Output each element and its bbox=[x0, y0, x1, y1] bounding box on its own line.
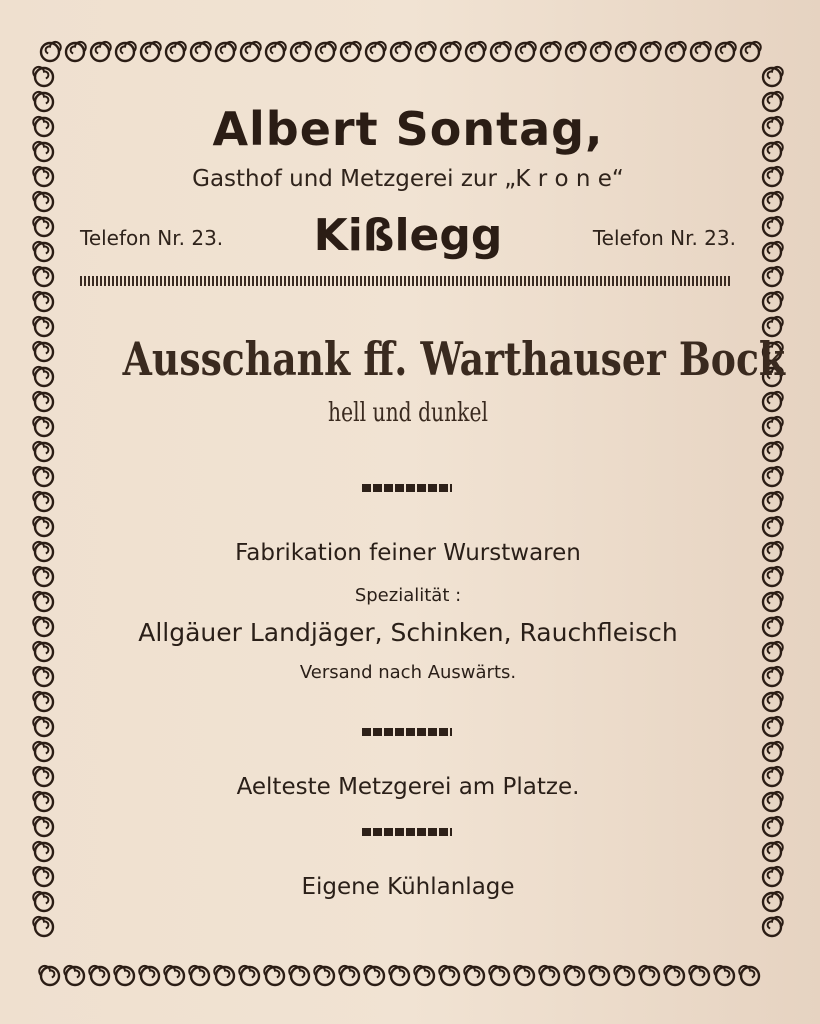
dot-separator bbox=[362, 728, 452, 736]
beer-title: Ausschank ff. Warthauser Bock bbox=[122, 332, 786, 386]
phone-left: Telefon Nr. 23. bbox=[80, 226, 224, 250]
specialty-list: Allgäuer Landjäger, Schinken, Rauchfleisch bbox=[138, 618, 678, 647]
sausage-title: Fabrikation feiner Wurstwaren bbox=[235, 540, 581, 566]
dot-separator bbox=[362, 828, 452, 836]
town-name: Kißlegg bbox=[313, 210, 503, 261]
cooling-claim: Eigene Kühlanlage bbox=[301, 874, 515, 900]
specialty-label: Spezialität : bbox=[354, 585, 462, 606]
oldest-butcher-claim: Aelteste Metzgerei am Platze. bbox=[236, 774, 580, 800]
inn-description: Gasthof und Metzgerei zur „K r o n e“ bbox=[192, 166, 624, 192]
shipping-note: Versand nach Auswärts. bbox=[299, 662, 517, 683]
ad-content bbox=[60, 80, 786, 960]
phone-right: Telefon Nr. 23. bbox=[592, 226, 736, 250]
divider-rule bbox=[80, 276, 732, 286]
beer-subtitle: hell und dunkel bbox=[328, 398, 488, 428]
business-owner-name: Albert Sontag, bbox=[212, 102, 604, 156]
dot-separator bbox=[362, 484, 452, 492]
